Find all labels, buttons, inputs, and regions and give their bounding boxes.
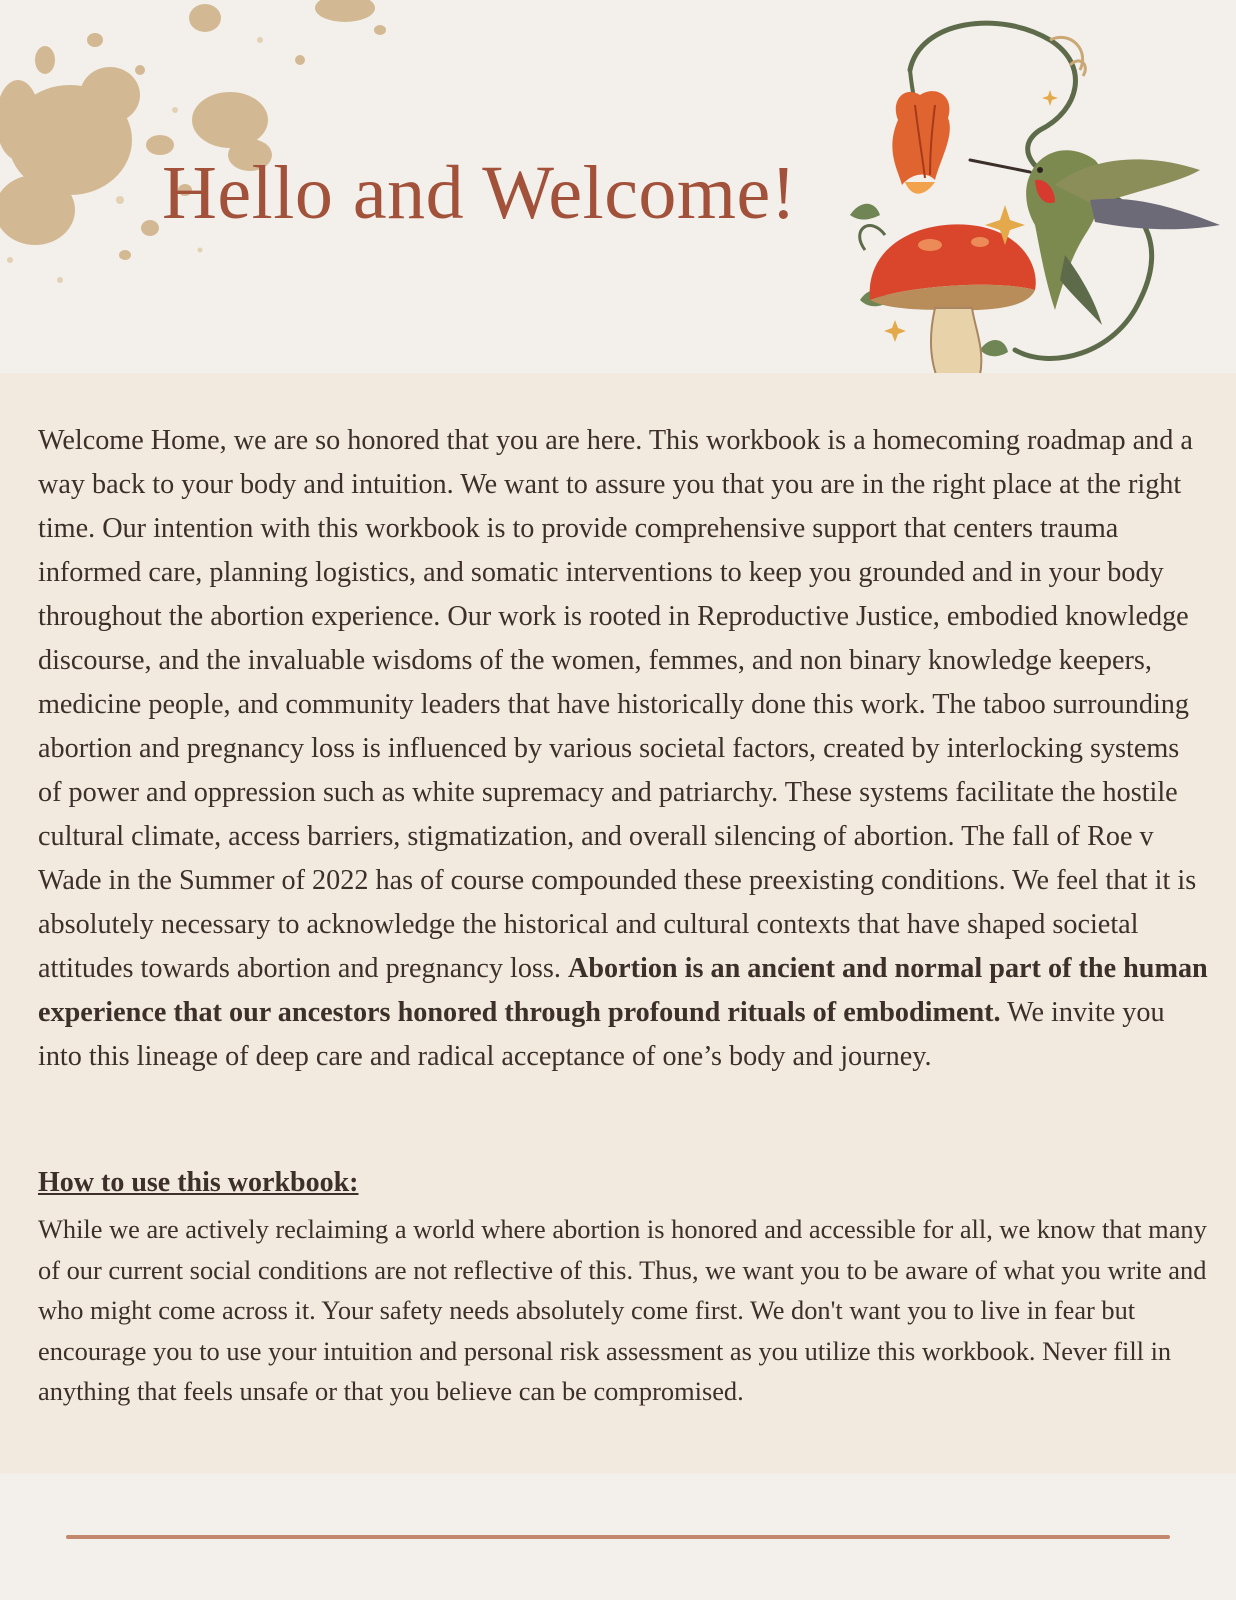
- howto-paragraph: While we are actively reclaiming a world where abortion is honored and accessible for all, we know that many of our current social conditions are not reflective of this. Thus, we want you to be aware of what you write and who might come across it. Your safety needs absolutely come first. We don't want you to live in fear but encourage you to use your intuition and personal risk assessment as you utilize this workbook. Never fill in anything that feels unsafe or that you believe can be compromised.: [38, 1214, 1207, 1406]
- intro-bold-statement: Abortion is an ancient and normal part of the human experience that our ancestors honored through profound rituals of embodiment.: [38, 953, 1208, 1028]
- intro-text: Welcome Home, we are so honored that you are here. This workbook is a homecoming roadmap and a way back to your body and intuition. We want to assure you that you are in the right place at the right time. Our intention with this workbook is to provide comprehensive support that centers trauma informed care, planning logistics, and somatic interventions to keep you grounded and in your body throughout the abortion experience. Our work is rooted in Reproductive Justice, embodied knowledge discourse, and the invaluable wisdoms of the women, femmes, and non binary knowledge keepers, medicine people, and community leaders that have historically done this work. The taboo surrounding abortion and pregnancy loss is influenced by various societal factors, created by interlocking systems of power and oppression such as white supremacy and patriarchy. These systems facilitate the hostile cultural climate, access barriers, stigmatization, and overall silencing of abortion. The fall of Roe v Wade in the Summer of 2022 has of course compounded these preexisting conditions. We feel that it is absolutely necessary to acknowledge the historical and cultural contexts that have shaped societal attitudes towards abortion and pregnancy loss.: [38, 425, 1197, 984]
- howto-heading: How to use this workbook:: [38, 1167, 359, 1198]
- intro-paragraph: [38, 419, 1208, 1079]
- footer-divider: [66, 1535, 1170, 1539]
- flower-icon: [892, 91, 949, 194]
- hummingbird-mushroom-illustration: [840, 10, 1236, 395]
- page-header: [0, 0, 1236, 373]
- page-title: Hello and Welcome!: [162, 151, 797, 235]
- mushroom-icon: [870, 224, 1036, 386]
- content-section: [0, 373, 1236, 1473]
- intro-closing-text: We invite you into this lineage of deep care and radical acceptance of one’s body and journey.: [38, 997, 1165, 1072]
